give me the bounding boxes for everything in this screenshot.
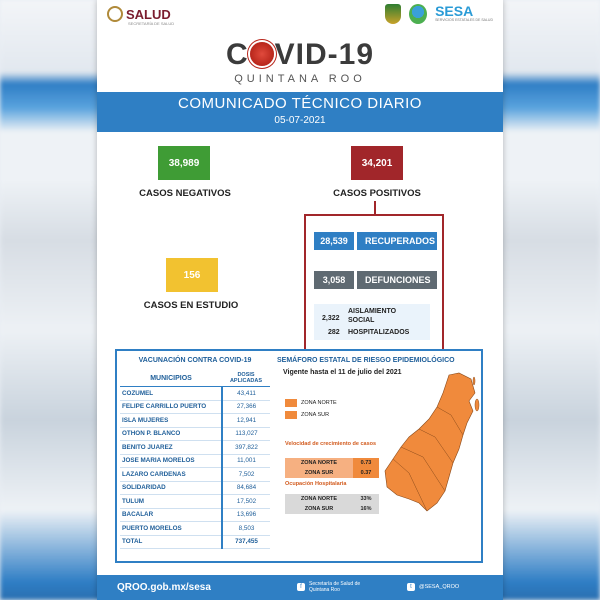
dosis-cell: 11,001 [222,454,270,468]
isolation-hospital-box [314,304,430,340]
isolation-value: 2,322 [322,315,340,322]
negative-cases-box [158,146,210,180]
dosis-cell: 8,503 [222,522,270,536]
salud-logo [107,6,175,26]
hospitalized-label: HOSPITALIZADOS [348,329,410,336]
table-row [120,468,270,482]
hospital-occupancy-title: Ocupación Hospitalaria [285,481,347,487]
negative-cases-label: CASOS NEGATIVOS [139,188,231,199]
table-row [120,454,270,468]
positive-cases-value: 34,201 [361,157,393,169]
recovered-pill [314,232,437,250]
positive-cases-box [351,146,403,180]
table-row-total [120,535,270,549]
semaforo-vigente: Vigente hasta el 11 de julio del 2021 [283,369,402,376]
banner-date: 05-07-2021 [274,115,326,126]
dosis-cell: 27,366 [222,400,270,414]
twitter-icon[interactable]: t [407,583,415,591]
dosis-cell: 397,822 [222,441,270,455]
banner-title: COMUNICADO TÉCNICO DIARIO [178,95,422,112]
connector-line [374,201,376,215]
map-state-shape [385,373,475,511]
table-row [120,387,270,401]
table-row [120,508,270,522]
hospitalized-value: 282 [328,329,340,336]
table-row [120,400,270,414]
isolation-label: AISLAMIENTO [348,308,397,315]
legend-label-sur: ZONA SUR [301,412,330,418]
recovered-value: 28,539 [314,232,354,250]
dosis-cell: 7,502 [222,468,270,482]
sesa-logo-text: SESA [435,3,474,19]
state-emblem-icon [385,4,401,24]
table-row: ZONA SUR 16% [285,504,379,514]
table-row [120,441,270,455]
vaccination-table [120,370,270,549]
col-dosis: DOSIS APLICADAS [222,370,270,387]
salud-seal-icon [107,6,123,22]
dosis-cell: 17,502 [222,495,270,509]
salud-logo-subtext: SECRETARÍA DE SALUD [128,21,175,26]
legend-swatch-sur [285,411,297,419]
study-cases-label: CASOS EN ESTUDIO [143,300,239,311]
total-label: TOTAL [120,535,222,549]
municipio-cell: ISLA MUJERES [120,414,222,428]
facebook-icon[interactable]: f [297,583,305,591]
dosis-cell: 84,684 [222,481,270,495]
details-panel [115,349,483,563]
sesa-logo [435,4,493,22]
negative-cases-value: 38,989 [168,157,200,169]
hospital-occupancy-table [285,494,379,514]
municipio-cell: BENITO JUAREZ [120,441,222,455]
page-subtitle: QUINTANA ROO [234,73,366,85]
legend-swatch-norte [285,399,297,407]
sesa-logo-subtext: SERVICIOS ESTATALES DE SALUD [435,18,493,22]
deaths-label: DEFUNCIONES [357,271,437,289]
municipio-cell: OTHON P. BLANCO [120,427,222,441]
table-row: ZONA NORTE 33% [285,494,379,504]
municipio-cell: FELIPE CARRILLO PUERTO [120,400,222,414]
municipio-cell: LAZARO CARDENAS [120,468,222,482]
page-title: C VID-19 [225,38,375,71]
recovered-label: RECUPERADOS [357,232,437,250]
map-island-cozumel [475,399,479,411]
footer-bar [97,575,503,600]
municipio-cell: JOSE MARIA MORELOS [120,454,222,468]
table-row [120,522,270,536]
table-row [120,495,270,509]
col-municipios: MUNICIPIOS [120,370,222,387]
isolation-label-2: SOCIAL [348,317,375,324]
semaforo-title: SEMÁFORO ESTATAL DE RIESGO EPIDEMIOLÓGICO [277,357,455,364]
study-cases-value: 156 [183,269,201,281]
velocity-table [285,458,379,478]
table-row [120,427,270,441]
velocity-title: Velocidad de crecimiento de casos [285,441,377,447]
positive-cases-label: CASOS POSITIVOS [333,188,421,199]
map-island-mujeres [473,377,475,385]
deaths-pill [314,271,437,289]
total-value: 737,455 [222,535,270,549]
dosis-cell: 113,027 [222,427,270,441]
deaths-value: 3,058 [314,271,354,289]
municipio-cell: TULUM [120,495,222,509]
table-row: ZONA NORTE 0.73 [285,458,379,468]
municipio-cell: SOLIDARIDAD [120,481,222,495]
legend-label-norte: ZONA NORTE [301,400,337,406]
municipio-cell: COZUMEL [120,387,222,401]
municipio-cell: BACALAR [120,508,222,522]
virus-icon [250,42,274,66]
salud-logo-text: SALUD [126,6,171,22]
government-logo-icon [409,4,427,24]
municipio-cell: PUERTO MORELOS [120,522,222,536]
vaccination-title: VACUNACIÓN CONTRA COVID-19 [138,357,252,364]
footer-url[interactable]: QROO.gob.mx/sesa [117,582,211,593]
table-row [120,481,270,495]
footer-secretaria: Secretaría de Salud de Quintana Roo [309,581,361,593]
dosis-cell: 43,411 [222,387,270,401]
header-logos [385,4,493,24]
table-row: ZONA SUR 0.37 [285,468,379,478]
report-banner [97,92,503,132]
infographic-card [97,0,503,600]
table-row [120,414,270,428]
dosis-cell: 12,941 [222,414,270,428]
footer-twitter[interactable]: @SESA_QROO [419,584,460,590]
quintana-roo-map [379,371,483,521]
dosis-cell: 13,696 [222,508,270,522]
study-cases-box [166,258,218,292]
